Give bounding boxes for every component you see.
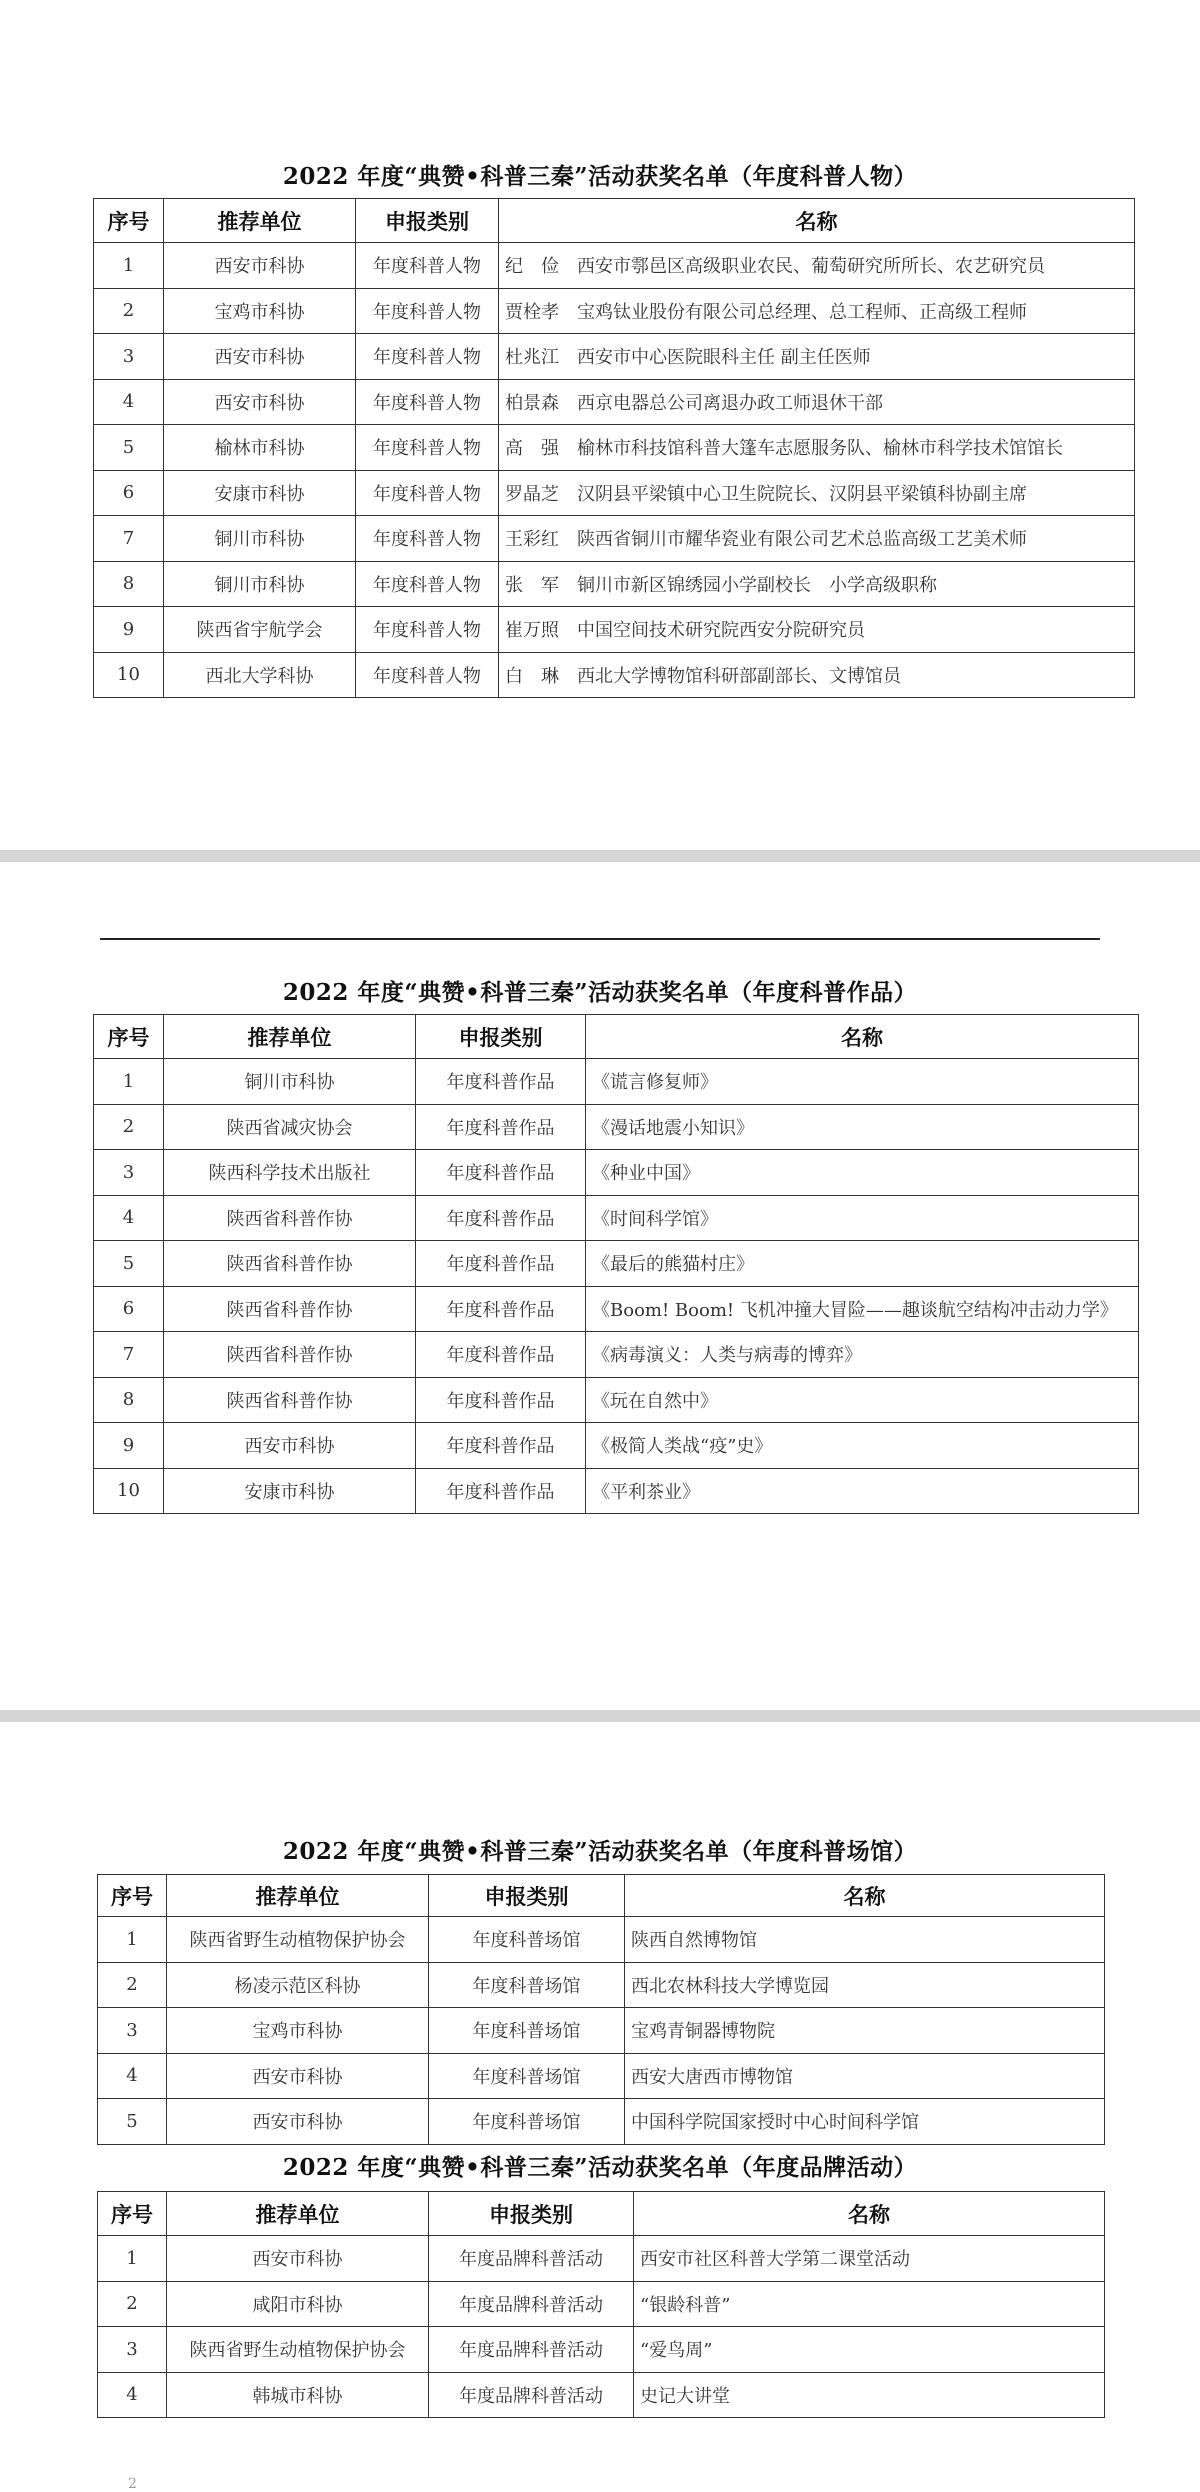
footer-mark: 2 xyxy=(128,2476,137,2492)
cell-unit: 西安市科协 xyxy=(164,334,356,380)
cell-unit: 陕西科学技术出版社 xyxy=(164,1150,416,1196)
cell-no: 3 xyxy=(98,2327,167,2373)
cell-name xyxy=(499,516,1135,562)
cell-category: 年度品牌科普活动 xyxy=(429,2236,634,2282)
page-2 xyxy=(0,862,1200,1710)
col-header-category: 申报类别 xyxy=(429,1875,625,1917)
cell-name xyxy=(499,334,1135,380)
cell-name: 《玩在自然中》 xyxy=(586,1377,1139,1423)
cell-category: 年度品牌科普活动 xyxy=(429,2327,634,2373)
table-row xyxy=(94,1332,1139,1378)
page-separator xyxy=(0,850,1200,862)
cell-name: 《极简人类战“疫”史》 xyxy=(586,1423,1139,1469)
cell-no: 2 xyxy=(94,288,164,334)
person-name: 罗晶芝 xyxy=(505,483,559,505)
cell-name: 《病毒演义：人类与病毒的博弈》 xyxy=(586,1332,1139,1378)
col-header-category: 申报类别 xyxy=(356,199,499,243)
cell-category: 年度科普作品 xyxy=(416,1195,586,1241)
table-row xyxy=(94,379,1135,425)
cell-no: 4 xyxy=(98,2372,167,2418)
cell-name: 史记大讲堂 xyxy=(634,2372,1105,2418)
cell-name: 陕西自然博物馆 xyxy=(625,1917,1105,1963)
cell-category: 年度科普作品 xyxy=(416,1059,586,1105)
table-row xyxy=(94,1059,1139,1105)
table-row xyxy=(94,607,1135,653)
col-header-category: 申报类别 xyxy=(429,2192,634,2236)
cell-unit: 铜川市科协 xyxy=(164,1059,416,1105)
cell-name xyxy=(499,607,1135,653)
cell-no: 6 xyxy=(94,1286,164,1332)
cell-name: “爱鸟周” xyxy=(634,2327,1105,2373)
table-row xyxy=(98,1962,1105,2008)
table-row xyxy=(98,2372,1105,2418)
cell-name: 宝鸡青铜器博物院 xyxy=(625,2008,1105,2054)
cell-category: 年度科普人物 xyxy=(356,288,499,334)
person-description: 汉阴县平梁镇中心卫生院院长、汉阴县平梁镇科协副主席 xyxy=(577,483,1027,505)
cell-no: 7 xyxy=(94,516,164,562)
cell-no: 9 xyxy=(94,607,164,653)
page-separator xyxy=(0,1710,1200,1722)
person-name: 高 强 xyxy=(505,438,559,460)
cell-unit: 陕西省科普作协 xyxy=(164,1195,416,1241)
cell-unit: 西安市科协 xyxy=(167,2236,429,2282)
person-description: 西安市中心医院眼科主任 副主任医师 xyxy=(577,347,871,369)
cell-category: 年度品牌科普活动 xyxy=(429,2281,634,2327)
section-title-persons: 2022 年度“典赞•科普三秦”活动获奖名单（年度科普人物） xyxy=(282,163,918,190)
table-brand-activities xyxy=(97,2191,1105,2418)
cell-name: 西安大唐西市博物馆 xyxy=(625,2053,1105,2099)
cell-category: 年度科普作品 xyxy=(416,1468,586,1514)
col-header-name: 名称 xyxy=(634,2192,1105,2236)
cell-category: 年度科普场馆 xyxy=(429,1962,625,2008)
cell-category: 年度科普人物 xyxy=(356,607,499,653)
cell-category: 年度科普作品 xyxy=(416,1104,586,1150)
section-title-brand-activities: 2022 年度“典赞•科普三秦”活动获奖名单（年度品牌活动） xyxy=(282,2154,918,2181)
cell-no: 4 xyxy=(98,2053,167,2099)
col-header-no: 序号 xyxy=(98,1875,167,1917)
cell-no: 6 xyxy=(94,470,164,516)
person-description: 榆林市科技馆科普大篷车志愿服务队、榆林市科学技术馆馆长 xyxy=(577,438,1063,460)
person-name: 崔万照 xyxy=(505,620,559,642)
cell-name: 西安市社区科普大学第二课堂活动 xyxy=(634,2236,1105,2282)
table-works xyxy=(93,1014,1139,1514)
cell-category: 年度科普场馆 xyxy=(429,1917,625,1963)
table-row xyxy=(94,1423,1139,1469)
cell-unit: 陕西省减灾协会 xyxy=(164,1104,416,1150)
table-row xyxy=(94,1150,1139,1196)
cell-name: 中国科学院国家授时中心时间科学馆 xyxy=(625,2099,1105,2145)
table-row xyxy=(94,243,1135,289)
cell-name xyxy=(499,652,1135,698)
cell-category: 年度科普人物 xyxy=(356,470,499,516)
cell-name: 《种业中国》 xyxy=(586,1150,1139,1196)
cell-category: 年度科普作品 xyxy=(416,1423,586,1469)
cell-category: 年度科普作品 xyxy=(416,1150,586,1196)
cell-unit: 榆林市科协 xyxy=(164,425,356,471)
cell-unit: 陕西省宇航学会 xyxy=(164,607,356,653)
cell-no: 4 xyxy=(94,1195,164,1241)
table-row xyxy=(98,1917,1105,1963)
cell-category: 年度品牌科普活动 xyxy=(429,2372,634,2418)
cell-no: 3 xyxy=(98,2008,167,2054)
cell-unit: 西安市科协 xyxy=(167,2053,429,2099)
cell-no: 9 xyxy=(94,1423,164,1469)
cell-no: 1 xyxy=(94,1059,164,1105)
cell-no: 3 xyxy=(94,1150,164,1196)
cell-category: 年度科普作品 xyxy=(416,1241,586,1287)
cell-unit: 西安市科协 xyxy=(164,1423,416,1469)
cell-category: 年度科普人物 xyxy=(356,379,499,425)
cell-no: 4 xyxy=(94,379,164,425)
cell-no: 1 xyxy=(98,2236,167,2282)
col-header-no: 序号 xyxy=(94,1015,164,1059)
table-row xyxy=(98,2008,1105,2054)
person-name: 柏景森 xyxy=(505,392,559,414)
table-row xyxy=(94,516,1135,562)
cell-unit: 咸阳市科协 xyxy=(167,2281,429,2327)
cell-no: 8 xyxy=(94,561,164,607)
cell-unit: 铜川市科协 xyxy=(164,561,356,607)
cell-category: 年度科普人物 xyxy=(356,334,499,380)
cell-unit: 西安市科协 xyxy=(167,2099,429,2145)
col-header-unit: 推荐单位 xyxy=(164,1015,416,1059)
cell-category: 年度科普作品 xyxy=(416,1332,586,1378)
header-row xyxy=(94,199,1135,243)
cell-name: 《漫话地震小知识》 xyxy=(586,1104,1139,1150)
cell-no: 1 xyxy=(98,1917,167,1963)
person-name: 纪 俭 xyxy=(505,256,559,278)
cell-unit: 陕西省科普作协 xyxy=(164,1241,416,1287)
table-row xyxy=(94,1377,1139,1423)
cell-category: 年度科普人物 xyxy=(356,652,499,698)
table-row xyxy=(94,561,1135,607)
table-row xyxy=(94,1468,1139,1514)
cell-unit: 韩城市科协 xyxy=(167,2372,429,2418)
cell-no: 1 xyxy=(94,243,164,289)
person-name: 白 琳 xyxy=(505,665,559,687)
cell-no: 5 xyxy=(94,425,164,471)
cell-no: 5 xyxy=(98,2099,167,2145)
cell-unit: 西安市科协 xyxy=(164,243,356,289)
cell-unit: 陕西省科普作协 xyxy=(164,1377,416,1423)
person-description: 中国空间技术研究院西安分院研究员 xyxy=(577,620,865,642)
cell-unit: 西安市科协 xyxy=(164,379,356,425)
cell-name: “银龄科普” xyxy=(634,2281,1105,2327)
cell-unit: 宝鸡市科协 xyxy=(167,2008,429,2054)
cell-name xyxy=(499,288,1135,334)
cell-category: 年度科普场馆 xyxy=(429,2008,625,2054)
cell-unit: 杨凌示范区科协 xyxy=(167,1962,429,2008)
cell-name xyxy=(499,425,1135,471)
col-header-name: 名称 xyxy=(625,1875,1105,1917)
person-description: 西北大学博物馆科研部副部长、文博馆员 xyxy=(577,665,901,687)
col-header-unit: 推荐单位 xyxy=(164,199,356,243)
cell-name: 西北农林科技大学博览园 xyxy=(625,1962,1105,2008)
header-row xyxy=(98,2192,1105,2236)
person-name: 王彩红 xyxy=(505,529,559,551)
header-row xyxy=(94,1015,1139,1059)
person-description: 铜川市新区锦绣园小学副校长 小学高级职称 xyxy=(577,574,937,596)
cell-unit: 宝鸡市科协 xyxy=(164,288,356,334)
page-3 xyxy=(0,1722,1200,2487)
person-name: 贾栓孝 xyxy=(505,301,559,323)
cell-no: 7 xyxy=(94,1332,164,1378)
cell-unit: 陕西省科普作协 xyxy=(164,1332,416,1378)
cell-name: 《Boom! Boom! 飞机冲撞大冒险——趣谈航空结构冲击动力学》 xyxy=(586,1286,1139,1332)
cell-no: 2 xyxy=(98,1962,167,2008)
cell-unit: 铜川市科协 xyxy=(164,516,356,562)
table-row xyxy=(98,2327,1105,2373)
col-header-unit: 推荐单位 xyxy=(167,2192,429,2236)
section-title-venues: 2022 年度“典赞•科普三秦”活动获奖名单（年度科普场馆） xyxy=(282,1838,918,1865)
table-row xyxy=(94,1104,1139,1150)
col-header-name: 名称 xyxy=(586,1015,1139,1059)
cell-unit: 西北大学科协 xyxy=(164,652,356,698)
table-row xyxy=(94,1286,1139,1332)
table-row xyxy=(98,2281,1105,2327)
cell-unit: 安康市科协 xyxy=(164,1468,416,1514)
cell-no: 3 xyxy=(94,334,164,380)
table-row xyxy=(94,652,1135,698)
cell-no: 10 xyxy=(94,652,164,698)
cell-category: 年度科普场馆 xyxy=(429,2099,625,2145)
table-venues xyxy=(97,1874,1105,2145)
person-description: 宝鸡钛业股份有限公司总经理、总工程师、正高级工程师 xyxy=(577,301,1027,323)
table-row xyxy=(94,470,1135,516)
table-row xyxy=(98,2099,1105,2145)
table-row xyxy=(94,1195,1139,1241)
cell-unit: 陕西省科普作协 xyxy=(164,1286,416,1332)
cell-no: 10 xyxy=(94,1468,164,1514)
person-name: 杜兆江 xyxy=(505,347,559,369)
cell-category: 年度科普人物 xyxy=(356,243,499,289)
cell-name xyxy=(499,561,1135,607)
person-description: 西安市鄠邑区高级职业农民、葡萄研究所所长、农艺研究员 xyxy=(577,256,1045,278)
col-header-no: 序号 xyxy=(94,199,164,243)
col-header-no: 序号 xyxy=(98,2192,167,2236)
table-row xyxy=(94,1241,1139,1287)
cell-no: 5 xyxy=(94,1241,164,1287)
person-description: 西京电器总公司离退办政工师退休干部 xyxy=(577,392,883,414)
cell-no: 8 xyxy=(94,1377,164,1423)
cell-name xyxy=(499,243,1135,289)
cell-no: 2 xyxy=(94,1104,164,1150)
cell-category: 年度科普作品 xyxy=(416,1377,586,1423)
cell-name: 《谎言修复师》 xyxy=(586,1059,1139,1105)
section-title-works: 2022 年度“典赞•科普三秦”活动获奖名单（年度科普作品） xyxy=(282,979,918,1006)
table-row xyxy=(94,334,1135,380)
top-rule xyxy=(100,938,1100,940)
col-header-name: 名称 xyxy=(499,199,1135,243)
cell-unit: 安康市科协 xyxy=(164,470,356,516)
table-row xyxy=(94,288,1135,334)
page-1 xyxy=(0,0,1200,850)
table-row xyxy=(98,2236,1105,2282)
cell-category: 年度科普作品 xyxy=(416,1286,586,1332)
cell-no: 2 xyxy=(98,2281,167,2327)
person-description: 陕西省铜川市耀华瓷业有限公司艺术总监高级工艺美术师 xyxy=(577,529,1027,551)
cell-name: 《平利茶业》 xyxy=(586,1468,1139,1514)
cell-unit: 陕西省野生动植物保护协会 xyxy=(167,1917,429,1963)
cell-category: 年度科普人物 xyxy=(356,516,499,562)
cell-name xyxy=(499,470,1135,516)
col-header-unit: 推荐单位 xyxy=(167,1875,429,1917)
cell-name xyxy=(499,379,1135,425)
col-header-category: 申报类别 xyxy=(416,1015,586,1059)
table-row xyxy=(94,425,1135,471)
cell-name: 《最后的熊猫村庄》 xyxy=(586,1241,1139,1287)
cell-name: 《时间科学馆》 xyxy=(586,1195,1139,1241)
cell-category: 年度科普场馆 xyxy=(429,2053,625,2099)
header-row xyxy=(98,1875,1105,1917)
cell-category: 年度科普人物 xyxy=(356,425,499,471)
cell-category: 年度科普人物 xyxy=(356,561,499,607)
table-persons xyxy=(93,198,1135,698)
person-name: 张 军 xyxy=(505,574,559,596)
table-row xyxy=(98,2053,1105,2099)
cell-unit: 陕西省野生动植物保护协会 xyxy=(167,2327,429,2373)
